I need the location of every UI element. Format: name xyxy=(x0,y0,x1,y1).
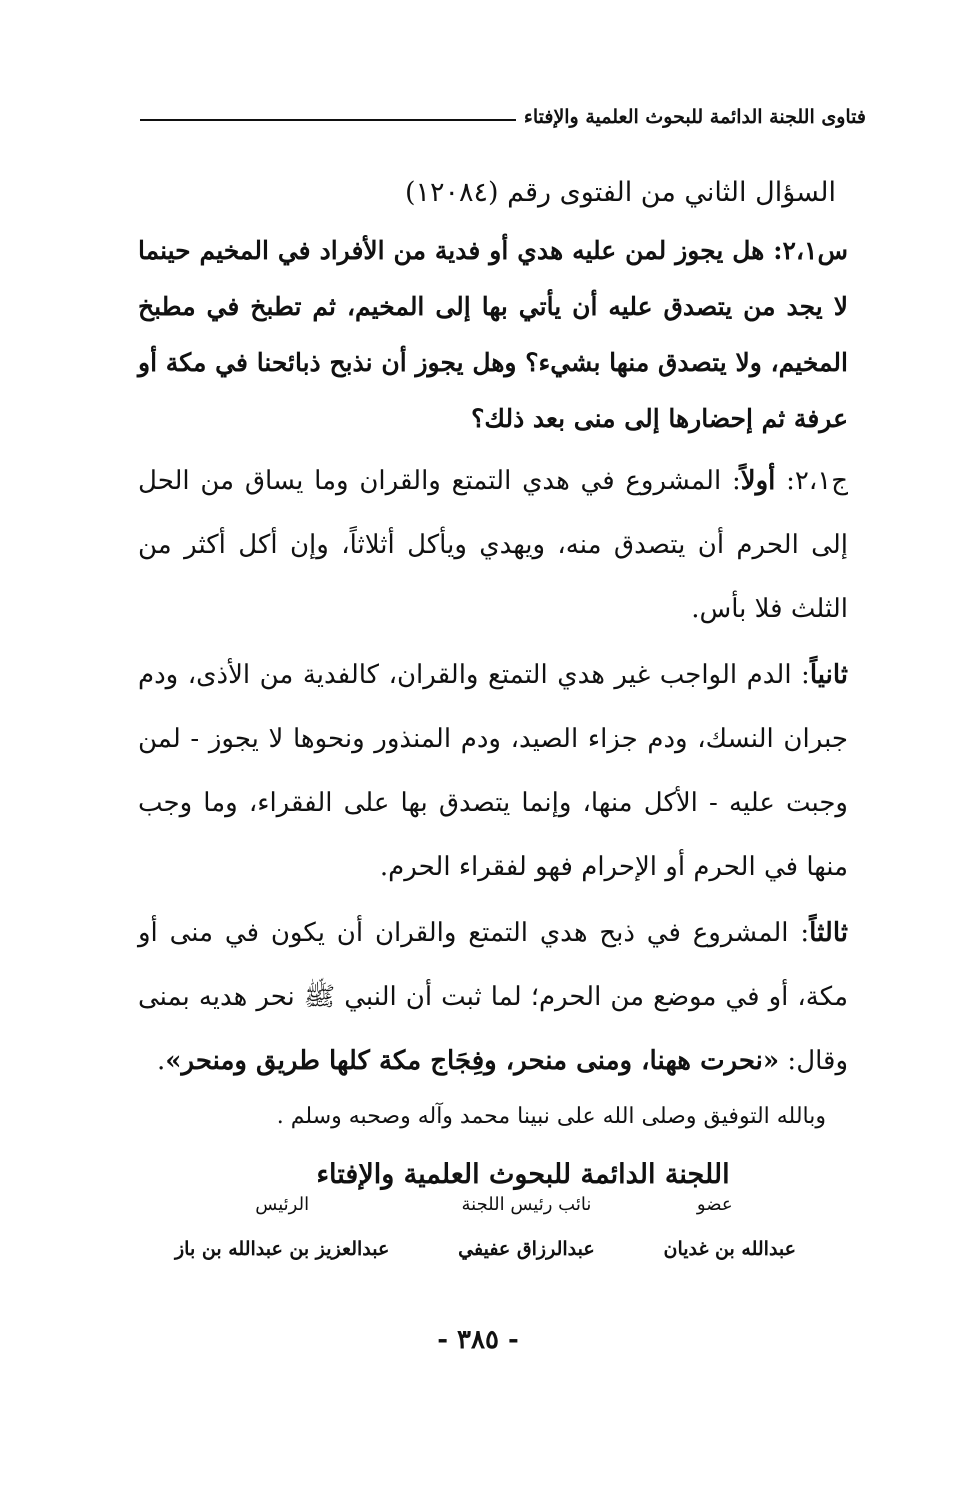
answer-third-end: . xyxy=(156,1046,166,1076)
answer-prefix: ج٢،١: xyxy=(775,466,848,496)
signature-president xyxy=(175,1190,389,1264)
page-number: - ٣٨٥ - xyxy=(437,1325,519,1355)
signature-role: الرئيس xyxy=(255,1194,310,1215)
fatwa-subtitle: السؤال الثاني من الفتوى رقم (١٢٠٨٤) xyxy=(404,177,836,208)
signature-member xyxy=(663,1190,796,1264)
question-text: س٢،١: هل يجوز لمن عليه هدي أو فدية من الأفراد في المخيم حينما لا يجد من يتصدق عليه أن يأتي بها إلى المخيم، ثم تطبخ في مطبخ المخيم، ولا يتصدق منها بشيء؟ وهل يجوز أن نذبح ذبائحنا في مكة أو عرفة ثم إحضارها إلى منى بعد ذلك؟ xyxy=(138,236,848,433)
signature-role: عضو xyxy=(696,1194,733,1215)
answer-third-text: : المشروع في ذبح هدي التمتع والقران أن يكون في منى أو مكة، أو في موضع من الحرم؛ لما ثبت أن النبي ﷺ نحر هديه بمنى وقال: xyxy=(138,918,848,1076)
signature-name: عبدالله بن غديان xyxy=(663,1238,796,1260)
signature-role: نائب رئيس اللجنة xyxy=(461,1194,592,1215)
header-title: فتاوى اللجنة الدائمة للبحوث العلمية والإفتاء xyxy=(523,106,866,128)
answer-third xyxy=(138,901,848,1093)
answer-third-label: ثالثاً xyxy=(809,918,848,948)
answer-second-text: : الدم الواجب غير هدي التمتع والقران، كالفدية من الأذى، ودم جبران النسك، ودم جزاء الصيد، ودم المنذور ونحوها لا يجوز - لمن وجبت عليه - الأكل منها، وإنما يتصدق بها على الفقراء، وما وجب منها في الحرم أو الإحرام فهو لفقراء الحرم. xyxy=(138,660,848,882)
answer-second-label: ثانياً xyxy=(809,660,848,690)
answer-first xyxy=(138,449,848,641)
page-content xyxy=(138,165,848,1190)
hadith-quote: «نحرت ههنا، ومنى منحر، وفِجَاج مكة كلها طريق ومنحر» xyxy=(165,1046,780,1076)
answer-first-label: أولاً xyxy=(740,466,776,496)
signature-name: عبدالرزاق عفيفي xyxy=(458,1238,595,1260)
running-header xyxy=(140,102,866,132)
committee-name: اللجنة الدائمة للبحوث العلمية والإفتاء xyxy=(316,1159,730,1190)
closing-text: وبالله التوفيق وصلى الله على نبينا محمد وآله وصحبه وسلم . xyxy=(276,1104,826,1129)
answer-second xyxy=(138,643,848,899)
signatures-block xyxy=(175,1190,796,1264)
signature-name: عبدالعزيز بن عبدالله بن باز xyxy=(175,1238,390,1260)
answer-first-text: : المشروع في هدي التمتع والقران وما يساق من الحل إلى الحرم أن يتصدق منه، ويهدي ويأكل أثلاثاً، وإن أكل أكثر من الثلث فلا بأس. xyxy=(138,466,848,624)
signature-vice-president xyxy=(458,1190,595,1264)
header-rule xyxy=(140,119,516,121)
